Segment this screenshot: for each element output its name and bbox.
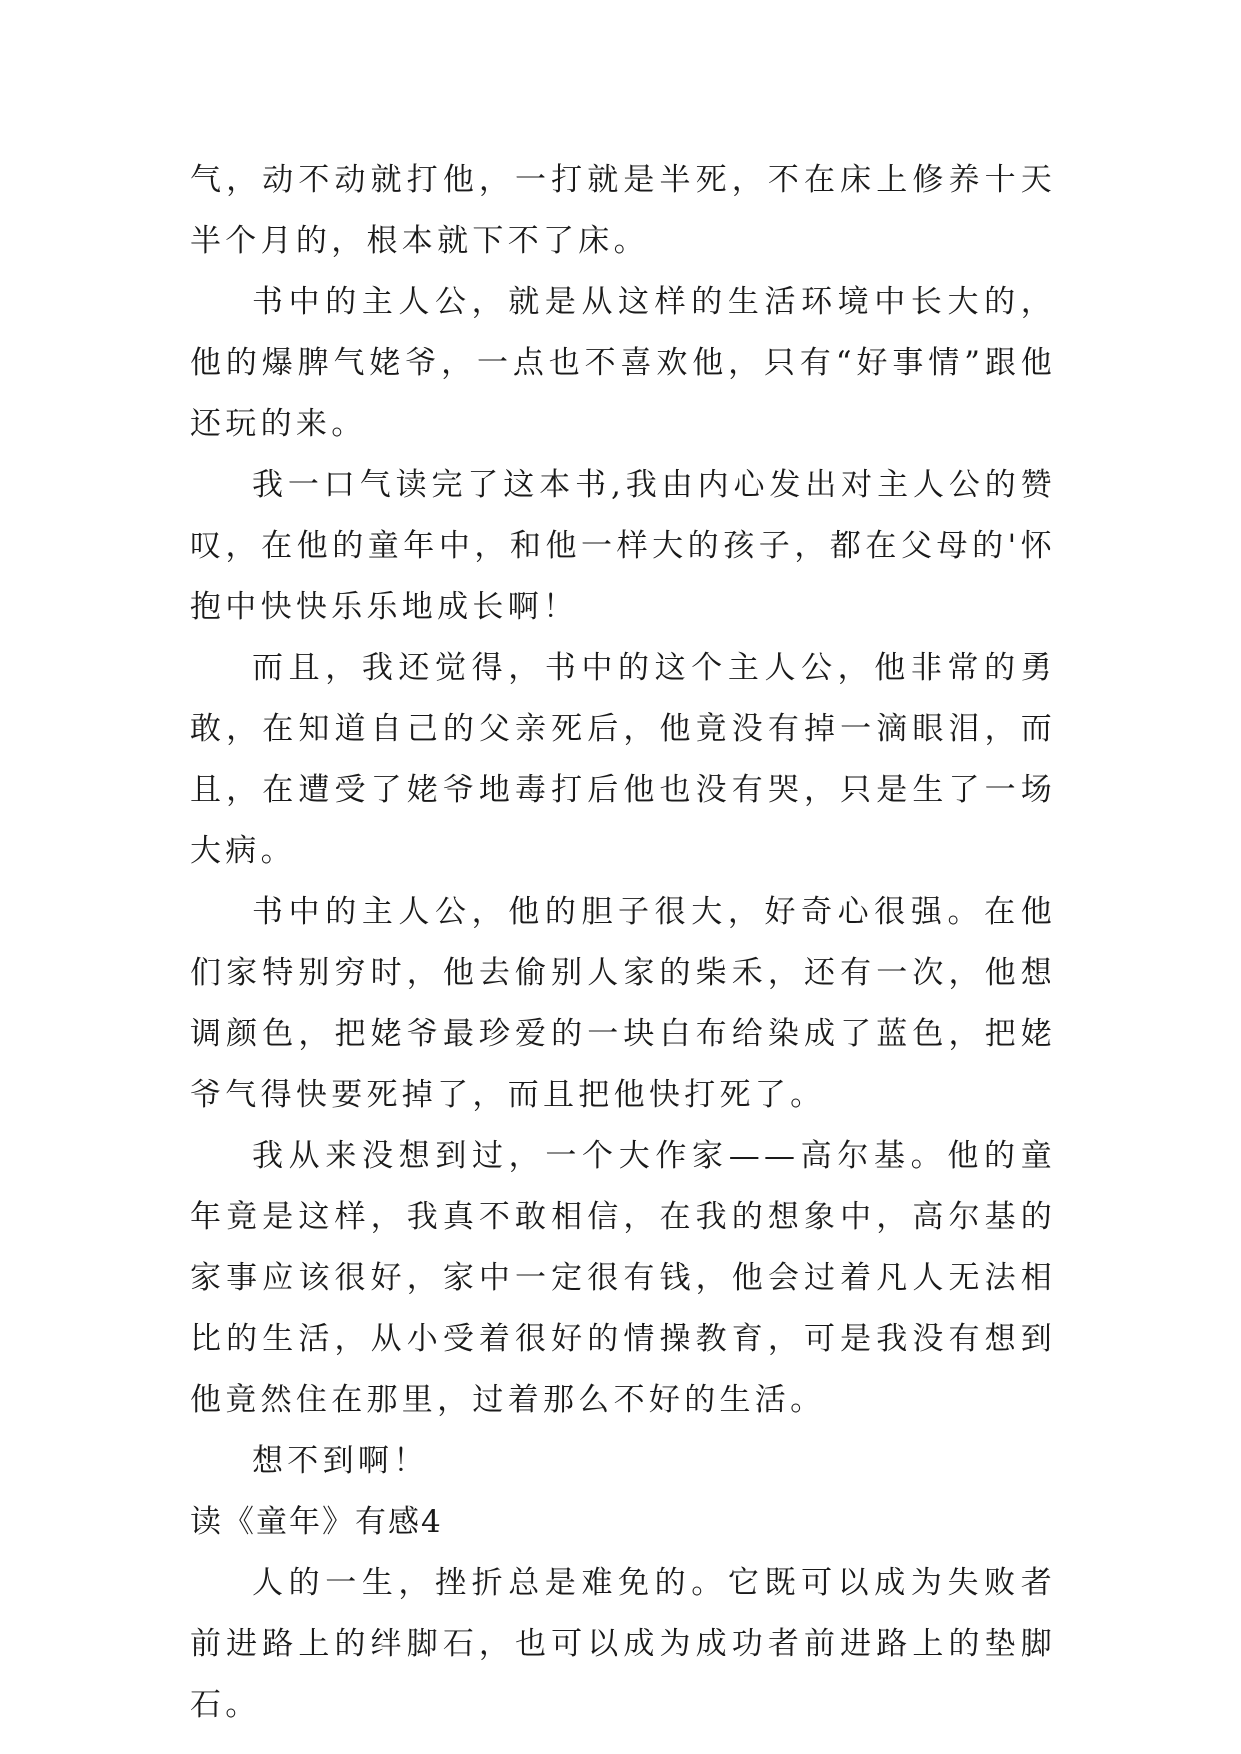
paragraph: 书中的主人公，就是从这样的生活环境中长大的，他的爆脾气姥爷，一点也不喜欢他，只有“好事情”跟他还玩的来。 — [190, 284, 1056, 442]
paragraph: 我一口气读完了这本书,我由内心发出对主人公的赞叹，在他的童年中，和他一样大的孩子，都在父母的'怀抱中快快乐乐地成长啊！ — [190, 467, 1056, 625]
paragraph: 我从来没想到过，一个大作家——高尔基。他的童年竟是这样，我真不敢相信，在我的想象中，高尔基的家事应该很好，家中一定很有钱，他会过着凡人无法相比的生活，从小受着很好的情操教育，可是我没有想到他竟然住在那里，过着那么不好的生活。 — [190, 1138, 1056, 1418]
paragraph: 人的一生，挫折总是难免的。它既可以成为失败者前进路上的绊脚石，也可以成为成功者前进路上的垫脚石。 — [190, 1565, 1056, 1723]
paragraph: 想不到啊！ — [252, 1443, 429, 1479]
document-body — [190, 150, 1056, 1736]
paragraph: 气，动不动就打他，一打就是半死，不在床上修养十天半个月的，根本就下不了床。 — [190, 162, 1056, 259]
paragraph: 书中的主人公，他的胆子很大，好奇心很强。在他们家特别穷时，他去偷别人家的柴禾，还有一次，他想调颜色，把姥爷最珍爱的一块白布给染成了蓝色，把姥爷气得快要死掉了，而且把他快打死了。 — [190, 894, 1056, 1113]
paragraph: 而且，我还觉得，书中的这个主人公，他非常的勇敢，在知道自己的父亲死后，他竟没有掉一滴眼泪，而且，在遭受了姥爷地毒打后他也没有哭，只是生了一场大病。 — [190, 650, 1056, 869]
section-heading: 读《童年》有感4 — [190, 1504, 443, 1540]
